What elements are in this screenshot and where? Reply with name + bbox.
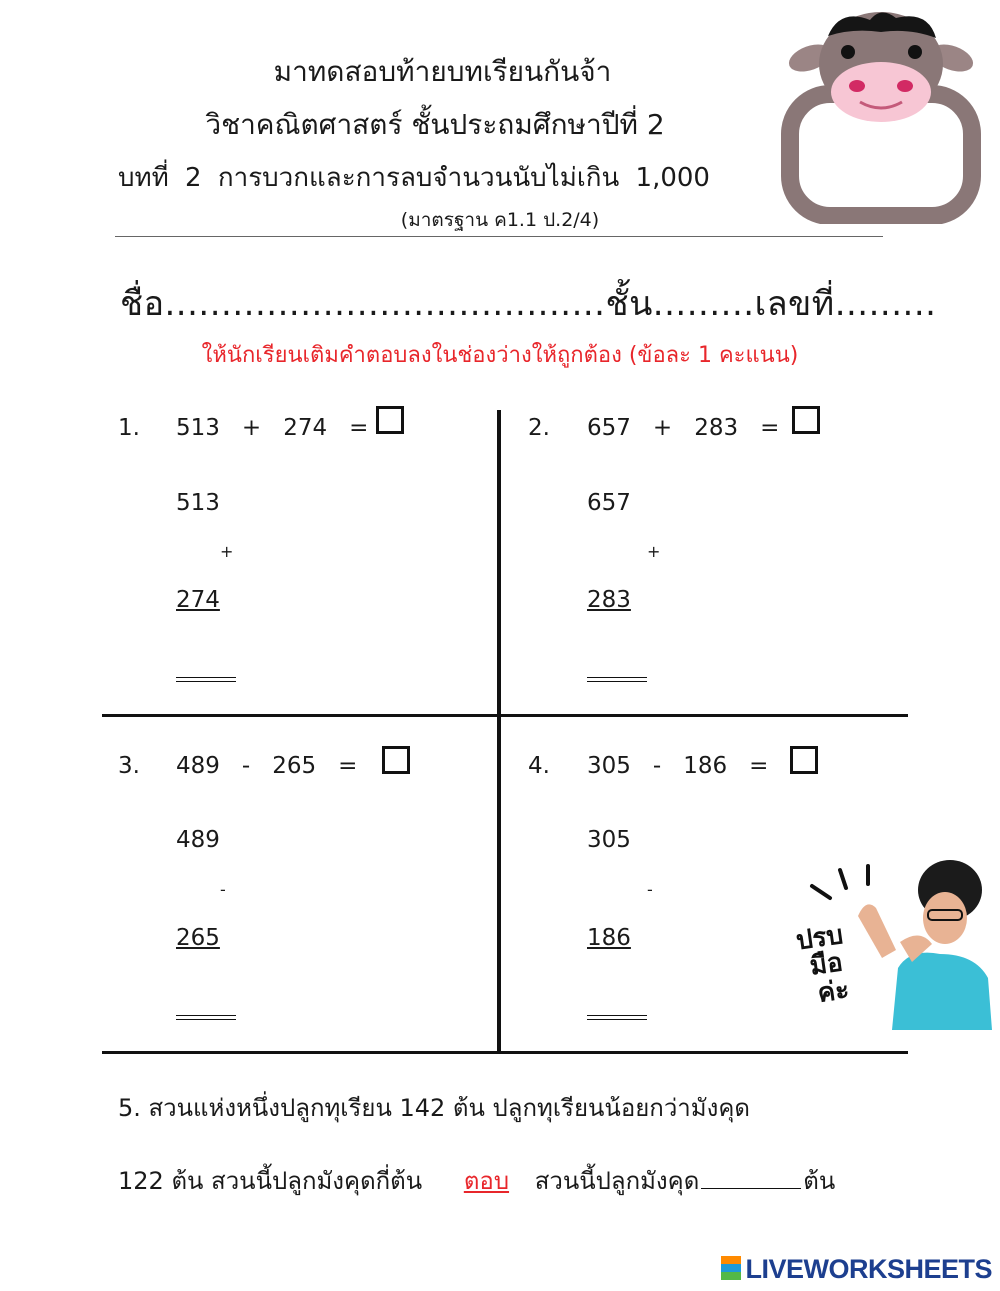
- answer-label: ตอบ: [463, 1167, 510, 1195]
- answer-line[interactable]: [176, 677, 236, 682]
- grid-middle-divider: [102, 714, 908, 717]
- applause-sticker-text: ปรบ มือ ค่ะ: [794, 920, 851, 1009]
- operand-b: 186: [683, 753, 728, 779]
- answer-line[interactable]: [176, 1015, 236, 1020]
- operand-b: 274: [283, 415, 328, 441]
- worksheet-title: มาทดสอบท้ายบทเรียนกันจ้า: [273, 55, 612, 88]
- operator: +: [652, 415, 673, 441]
- vertical-operator: -: [220, 880, 226, 899]
- answer-box[interactable]: [790, 746, 818, 774]
- operator: -: [241, 753, 251, 779]
- question-expression: [176, 753, 379, 779]
- chapter-line: บทที่ 2 การบวกและการลบจำนวนนับไม่เกิน 1,000: [118, 163, 710, 193]
- word-problem-line1: 5. สวนแห่งหนึ่งปลูกทุเรียน 142 ต้น ปลูกทุเรียนน้อยกว่ามังคุด: [118, 1094, 750, 1122]
- question-number: 4.: [528, 753, 550, 779]
- header-divider: [115, 236, 883, 237]
- answer-blank[interactable]: [701, 1188, 801, 1189]
- vertical-operand-a: 513: [176, 490, 220, 516]
- operand-a: 657: [587, 415, 631, 441]
- question-number: 2.: [528, 415, 550, 441]
- vertical-operand-a: 657: [587, 490, 631, 516]
- vertical-operator: +: [647, 542, 661, 561]
- instruction-text: ให้นักเรียนเติมคำตอบลงในช่องว่างให้ถูกต้อง (ข้อละ 1 คะแนน): [201, 343, 799, 368]
- vertical-operand-b: 274: [176, 587, 220, 613]
- answer-line[interactable]: [587, 1015, 647, 1020]
- equals-sign: =: [760, 415, 780, 441]
- vertical-operator: +: [220, 542, 234, 561]
- vertical-operand-a: 305: [587, 827, 631, 853]
- question-expression: [587, 415, 801, 441]
- word-problem-line2: [118, 1161, 835, 1200]
- vertical-operand-b: 283: [587, 587, 631, 613]
- answer-box[interactable]: [376, 406, 404, 434]
- word-problem-question: 122 ต้น สวนนี้ปลูกมังคุดกี่ต้น: [118, 1167, 423, 1195]
- equals-sign: =: [749, 753, 769, 779]
- answer-line[interactable]: [587, 677, 647, 682]
- operand-a: 513: [176, 415, 220, 441]
- operand-b: 265: [272, 753, 317, 779]
- question-number: 3.: [118, 753, 140, 779]
- cow-frame-illustration: [780, 6, 985, 224]
- liveworksheets-icon: [721, 1256, 741, 1280]
- answer-prefix: สวนนี้ปลูกมังคุด: [534, 1167, 700, 1195]
- question-expression: [176, 415, 390, 441]
- question-expression: [587, 753, 790, 779]
- standard-line: (มาตรฐาน ค1.1 ป.2/4): [400, 209, 600, 231]
- answer-suffix: ต้น: [803, 1167, 836, 1195]
- answer-box[interactable]: [382, 746, 410, 774]
- operand-a: 489: [176, 753, 220, 779]
- equals-sign: =: [338, 753, 358, 779]
- vertical-operator: -: [647, 880, 653, 899]
- vertical-operand-a: 489: [176, 827, 220, 853]
- answer-box[interactable]: [792, 406, 820, 434]
- operand-a: 305: [587, 753, 631, 779]
- operand-b: 283: [694, 415, 739, 441]
- subject-line: วิชาคณิตศาสตร์ ชั้นประถมศึกษาปีที่ 2: [205, 108, 665, 141]
- grid-bottom-divider: [102, 1051, 908, 1054]
- equals-sign: =: [349, 415, 369, 441]
- grid-vertical-divider: [497, 410, 501, 1052]
- vertical-operand-b: 186: [587, 925, 631, 951]
- operator: +: [241, 415, 262, 441]
- brand-text: LIVEWORKSHEETS: [745, 1254, 992, 1284]
- liveworksheets-logo: [721, 1254, 992, 1285]
- question-number: 1.: [118, 415, 140, 441]
- operator: -: [652, 753, 662, 779]
- vertical-operand-b: 265: [176, 925, 220, 951]
- student-info-line: ชื่อ.......................................ชั้น.........เลขที่.........: [120, 284, 937, 324]
